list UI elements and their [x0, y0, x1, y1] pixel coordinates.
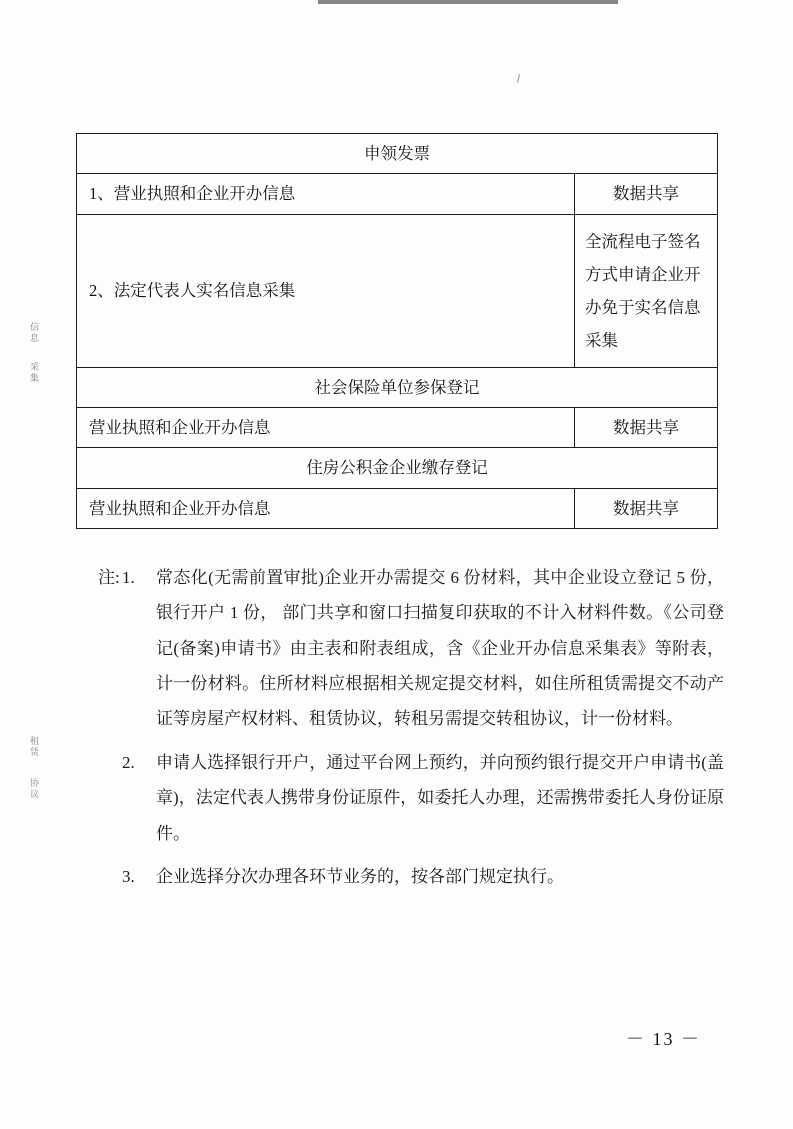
table-section-header-row	[77, 367, 718, 407]
scan-artifact-top	[318, 0, 618, 4]
scan-artifact-tick	[517, 74, 520, 83]
table-cell-value-line: 办免于实名信息	[585, 297, 701, 317]
table-cell-label	[77, 408, 575, 448]
margin-glyph-1: 信息	[29, 322, 39, 344]
note-item	[76, 745, 724, 851]
note-text: 常态化(无需前置审批)企业开办需提交 6 份材料，其中企业设立登记 5 份，银行开户 1 份， 部门共享和窗口扫描复印获取的不计入材料件数。《公司登记(备案)申请书》由主表和附表组成，含《企业开办信息采集表》等附表，计一份材料。住所材料应根据相关规定提交材料，如住所租赁需提交不动产证等房屋产权材料、租赁协议，转租另需提交转租协议，计一份材料。	[156, 568, 724, 729]
table-row	[77, 488, 718, 528]
table-row	[77, 408, 718, 448]
table-cell-label-text: 营业执照和企业开办信息	[89, 498, 271, 518]
table-row	[77, 174, 718, 214]
table-section-header-text: 申领发票	[364, 144, 430, 163]
notes-label: 注:	[98, 568, 120, 587]
table-cell-label	[77, 214, 575, 367]
margin-glyph-2: 采集	[29, 362, 39, 384]
page-number: － 13 －	[626, 1029, 701, 1049]
table-cell-value	[575, 174, 718, 214]
table-section-header	[77, 448, 718, 488]
table-cell-value-text: 数据共享	[613, 498, 679, 518]
note-item	[76, 859, 724, 894]
note-text: 企业选择分次办理各环节业务的，按各部门规定执行。	[156, 866, 564, 886]
table-cell-label	[77, 488, 575, 528]
notes-block	[76, 560, 724, 896]
table-row	[77, 214, 718, 367]
procedure-table	[76, 133, 718, 529]
table-section-header	[77, 367, 718, 407]
table-cell-value	[575, 408, 718, 448]
procedure-table-wrapper	[76, 133, 717, 529]
note-text: 申请人选择银行开户，通过平台网上预约，并向预约银行提交开户申请书(盖章)，法定代表人携带身份证原件，如委托人办理，还需携带委托人身份证原件。	[156, 752, 724, 843]
table-cell-label-text: 营业执照和企业开办信息	[89, 418, 271, 438]
table-cell-value	[575, 488, 718, 528]
table-cell-value-line: 全流程电子签名	[585, 231, 701, 251]
table-section-header-row	[77, 448, 718, 488]
table-cell-value-text: 数据共享	[613, 184, 679, 204]
note-item	[76, 560, 724, 737]
table-section-header	[77, 134, 718, 174]
note-number: 3.	[122, 866, 135, 886]
margin-glyph-3: 租赁	[29, 736, 39, 758]
margin-glyph-4: 协议	[29, 778, 39, 800]
table-cell-value	[575, 214, 718, 367]
note-number: 2.	[122, 752, 135, 772]
table-cell-value-line: 方式申请企业开	[585, 264, 701, 284]
table-cell-label-text: 2、法定代表人实名信息采集	[89, 281, 296, 301]
table-section-header-row	[77, 134, 718, 174]
table-cell-label-text: 1、营业执照和企业开办信息	[89, 184, 296, 204]
note-number: 1.	[122, 568, 135, 587]
table-cell-label	[77, 174, 575, 214]
table-cell-value-text: 数据共享	[613, 418, 679, 438]
table-section-header-text: 住房公积金企业缴存登记	[306, 458, 488, 478]
table-section-header-text: 社会保险单位参保登记	[314, 377, 480, 397]
table-cell-value-lines	[575, 217, 717, 365]
table-cell-value-line: 采集	[585, 330, 618, 350]
